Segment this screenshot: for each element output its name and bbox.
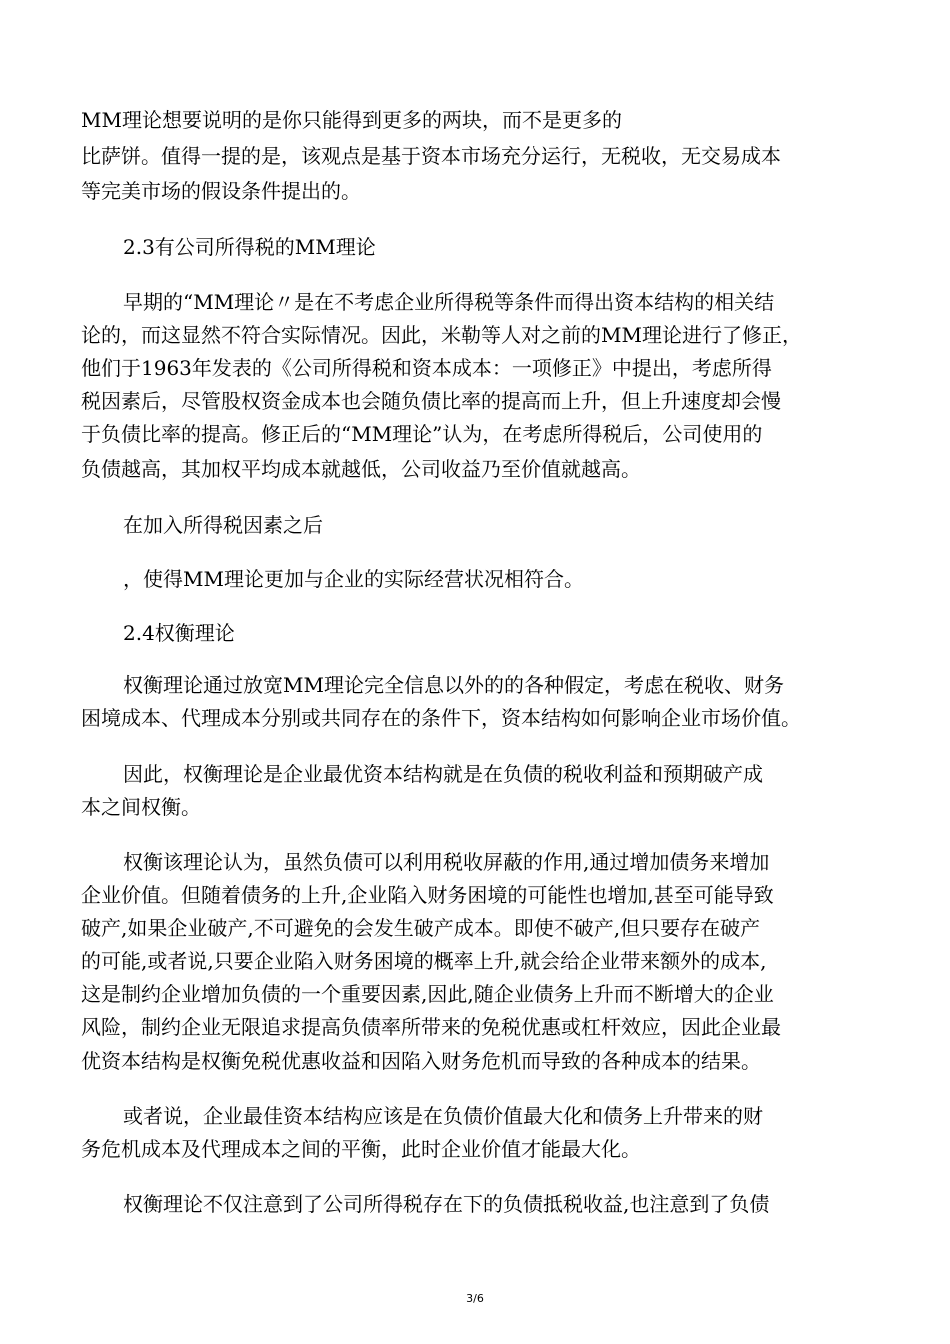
text-line: 税因素后，尽管股权资金成本也会随负债比率的提高而上升，但上升速度却会慢 xyxy=(81,389,781,413)
text-line: MM理论想要说明的是你只能得到更多的两块，而不是更多的 xyxy=(81,108,622,132)
text-line: 权衡理论不仅注意到了公司所得税存在下的负债抵税收益,也注意到了负债 xyxy=(123,1192,770,1216)
text-line: 破产,如果企业破产,不可避免的会发生破产成本。即使不破产,但只要存在破产 xyxy=(81,916,761,940)
text-line: 困境成本、代理成本分别或共同存在的条件下，资本结构如何影响企业市场价值。 xyxy=(81,706,801,730)
section-heading: 2.3有公司所得税的MM理论 xyxy=(123,235,376,259)
text-line: 早期的“MM理论〃是在不考虑企业所得税等条件而得出资本结构的相关结 xyxy=(123,290,775,314)
text-line: 风险，制约企业无限追求提高负债率所带来的免税优惠或杠杆效应，因此企业最 xyxy=(81,1015,781,1039)
text-line: 于负债比率的提高。修正后的“MM理论”认为，在考虑所得税后，公司使用的 xyxy=(81,422,763,446)
text-line: 论的，而这显然不符合实际情况。因此，米勒等人对之前的MM理论进行了修正， xyxy=(81,323,802,347)
text-line: 的可能,或者说,只要企业陷入财务困境的概率上升,就会给企业带来额外的成本, xyxy=(81,949,767,973)
text-line: 比萨饼。值得一提的是，该观点是基于资本市场充分运行，无税收，无交易成本 xyxy=(81,144,781,168)
section-heading: 2.4权衡理论 xyxy=(123,621,235,645)
text-line: 务危机成本及代理成本之间的平衡，此时企业价值才能最大化。 xyxy=(81,1137,641,1161)
text-line: ，使得MM理论更加与企业的实际经营状况相符合。 xyxy=(123,567,584,591)
text-line: 企业价值。但随着债务的上升,企业陷入财务困境的可能性也增加,甚至可能导致 xyxy=(81,883,774,907)
text-line: 优资本结构是权衡免税优惠收益和因陷入财务危机而导致的各种成本的结果。 xyxy=(81,1049,761,1073)
text-line: 在加入所得税因素之后 xyxy=(123,513,323,537)
text-line: 因此，权衡理论是企业最优资本结构就是在负债的税收利益和预期破产成 xyxy=(123,762,763,786)
text-line: 等完美市场的假设条件提出的。 xyxy=(81,179,361,203)
text-line: 权衡该理论认为，虽然负债可以利用税收屏蔽的作用,通过增加债务来增加 xyxy=(123,850,770,874)
text-line: 负债越高，其加权平均成本就越低，公司收益乃至价值就越高。 xyxy=(81,457,641,481)
text-line: 权衡理论通过放宽MM理论完全信息以外的的各种假定，考虑在税收、财务 xyxy=(123,673,784,697)
text-line: 他们于1963年发表的《公司所得税和资本成本：一项修正》中提出，考虑所得 xyxy=(81,356,772,380)
text-line: 这是制约企业增加负债的一个重要因素,因此,随企业债务上升而不断增大的企业 xyxy=(81,982,774,1006)
text-line: 或者说，企业最佳资本结构应该是在负债价值最大化和债务上升带来的财 xyxy=(123,1104,763,1128)
text-line: 本之间权衡。 xyxy=(81,795,201,819)
page-number: 3/6 xyxy=(466,1292,484,1305)
